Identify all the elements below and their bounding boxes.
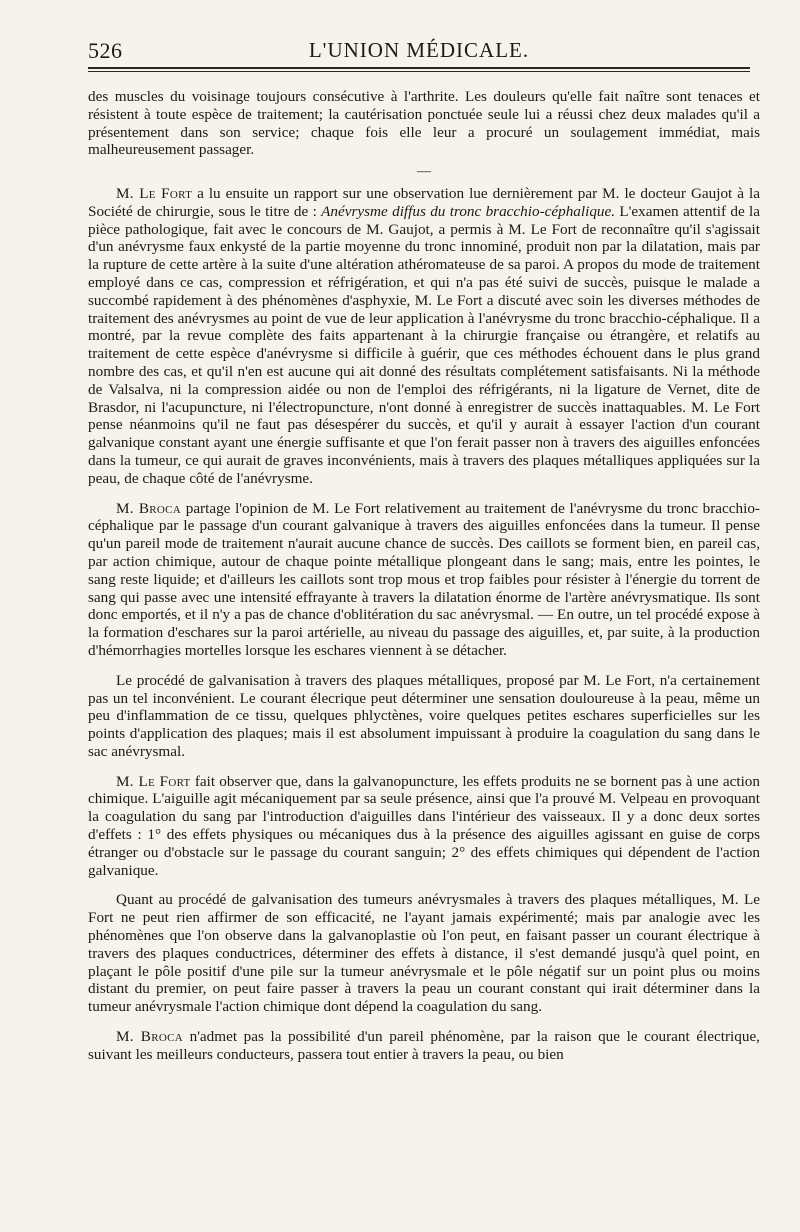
paragraph-galvanisation: Le procédé de galvanisation à travers des plaques métalliques, proposé par M. Le Fort, n'a certainement pas un tel inconvénient. Le courant élecrique peut déterminer une sensation douloureuse à la peau, même un peu d'inflammation de ce tissu, quelques phlyctènes, voire quelques petites eschares superficielles sur les points d'application des plaques; mais il est absolument impuissant à produire la coagulation du sang dans le sac anévrysmal. xyxy=(88,671,760,760)
speaker-name: M. Le Fort xyxy=(116,772,191,790)
paragraph-le-fort-report xyxy=(88,185,760,488)
paragraph-galvanoplastie: Quant au procédé de galvanisation des tumeurs anévrysmales à travers des plaques métalliques, M. Le Fort ne peut rien affirmer de son efficacité, ne l'ayant jamais expérimenté; mais par analogie avec les phénomènes que l'on observe dans la galvanoplastie où l'on peut, en faisant passer un courant électrique à travers des plaques conductrices, déterminer des effets à distance, il s'est demandé jusqu'à quel point, en plaçant le pôle positif d'une pile sur la tumeur anévrysmale et le pôle négatif sur un point plus ou moins distant du premier, on peut faire passer à travers la peau un courant constant qui irait déterminer dans la tumeur anévrysmale l'action chimique dont dépend la coagulation du sang. xyxy=(88,891,760,1016)
page-header xyxy=(88,38,750,68)
header-rule-thick xyxy=(88,67,750,69)
page-number: 526 xyxy=(88,38,123,63)
paragraph-text: L'examen attentif de la pièce pathologique, fait avec le concours de M. Gaujot, a permis à M. Le Fort de reconnaître qu'il s'agissait d'un anévrysme faux enkysté de la partie moyenne du tronc innominé, produit non par la dilatation, mais par la rupture de cette artère à la suite d'une altération athéromateuse de sa paroi. A propos du mode de traitement employé dans ce cas, compression et réfrigération, et qui n'a pas été suivi de succès, puisque le malade a succombé rapidement à des phénomènes d'asphyxie, M. Le Fort a discuté avec soin les diverses méthodes de traitement des anévrysmes au point de vue de leur application à l'anévrysme du tronc bracchio-céphalique. Il a montré, par la revue complète des faits appartenant à la chirurgie française ou étrangère, et relatifs au traitement de cette espèce d'anévrysme si difficile à guérir, que ces méthodes échouent dans le plus grand nombre des cas, et qu'il n'en est aucune qui ait donné des résultats complétement satisfaisants. Ni la méthode de Valsalva, ni la compression aidée ou non de l'emploi des réfrigérants, ni la ligature de Vernet, dite de Brasdor, ni l'acupuncture, ni l'électropuncture, n'ont donné à enregistrer de succès inattaquables. M. Le Fort pense néanmoins qu'il ne faut pas désespérer du succès, et qu'il y aurait à essayer l'action d'un courant galvanique constant ayant une énergie suffisante et que l'on ferait passer non à travers des aiguilles enfoncées dans la tumeur, ce qui aurait de graves inconvénients, mais à travers des plaques métalliques appliquées sur la peau, de chaque côté de l'anévrysme. xyxy=(88,202,760,487)
paragraph-continuation: des muscles du voisinage toujours consécutive à l'arthrite. Les douleurs qu'elle fait naître sont tenaces et résistent à toute espèce de traitement; la cautérisation ponctuée seule lui a réussi chez deux malades qu'il a présentement dans son service; chaque fois elle leur a procuré un soulagement immédiat, mais malheureusement passager. xyxy=(88,88,760,159)
header-rule-thin xyxy=(88,71,750,72)
article-body xyxy=(88,88,760,1064)
paragraph-text: a lu ensuite un rapport sur une observation lue dernièrement par M. le docteur Gaujot à la Société de chirurgie, sous le titre de : xyxy=(88,184,760,220)
paragraph-broca-conclusion xyxy=(88,1028,760,1064)
speaker-name: M. Broca xyxy=(116,499,182,517)
paragraph-text: fait observer que, dans la galvanopuncture, les effets produits ne se bornent pas à une action chimique. L'aiguille agit mécaniquement par sa seule présence, ainsi que l'a prouvé M. Velpeau en provoquant la coagulation du sang par l'introduction d'aiguilles dans l'intérieur des vaisseaux. Il y a donc deux sortes d'effets : 1° des effets physiques ou mécaniques dus à la présence des aiguilles agissant en guise de corps étranger ou d'obstacle sur le passage du courant sanguin; 2° des effets chimiques qui dépendent de l'action galvanique. xyxy=(88,772,760,879)
paragraph-text: partage l'opinion de M. Le Fort relativement au traitement de l'anévrysme du tronc bracchio-céphalique par le passage d'un courant galvanique à travers des aiguilles enfoncées dans la tumeur. Il pense qu'un pareil mode de traitement n'aurait aucune chance de succès. Des caillots se forment bien, en pareil cas, par action chimique, autour de chaque pointe métallique plongeant dans le sang; mais, entre les pointes, le sang reste liquide; et d'ailleurs les caillots sont trop mous et trop faibles pour résister à l'énergie du torrent de sang qui passe avec une intensité effrayante à travers la dilatation énorme de l'artère anévrysmatique. Ils sont donc emportés, et il n'y a pas de chance d'oblitération du sac anévrysmal. — En outre, un tel procédé expose à la formation d'eschares sur la paroi artérielle, au niveau du passage des aiguilles, et, par suite, à la production d'hémorrhagies mortelles lorsque les eschares viennent à se détacher. xyxy=(88,499,760,659)
section-separator: — xyxy=(417,164,431,180)
article-title-italic: Anévrysme diffus du tronc bracchio-céphalique. xyxy=(321,202,616,220)
speaker-name: M. Le Fort xyxy=(116,184,193,202)
speaker-name: M. Broca xyxy=(116,1028,183,1046)
paragraph-le-fort-observation xyxy=(88,773,760,880)
paragraph-broca-reply xyxy=(88,500,760,660)
running-title: L'UNION MÉDICALE. xyxy=(308,38,530,62)
paragraph-text: n'admet pas la possibilité d'un pareil phénomène, par la raison que le courant électrique, suivant les meilleurs conducteurs, passera tout entier à travers la peau, ou bien xyxy=(88,1028,760,1063)
